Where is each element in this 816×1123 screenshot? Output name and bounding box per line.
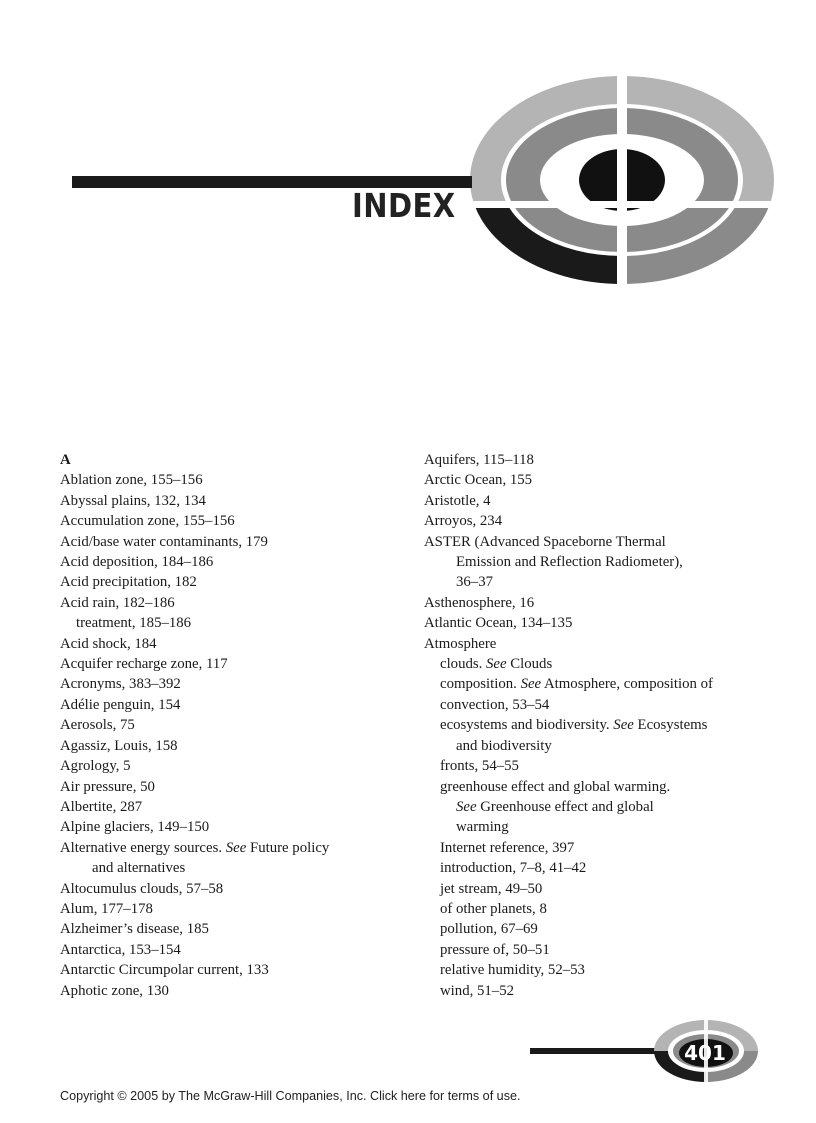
header-graphic [0,0,816,310]
entry-text: Altocumulus clouds, 57–58 [60,880,224,897]
entry-text: of other planets, 8 [440,900,547,917]
entry-text: clouds. [440,656,487,673]
index-letter-heading [60,450,400,470]
entry-text: Agassiz, Louis, 158 [60,737,178,754]
see-target: Future policy [246,839,330,856]
index-entry [60,491,400,511]
entry-text: pollution, 67–69 [440,921,538,938]
see-reference: See [520,676,542,693]
index-entry [424,674,784,694]
entry-text: and alternatives [92,860,186,877]
index-entry [424,634,784,654]
index-entry [60,797,400,817]
index-column-right [424,450,784,1001]
index-column-left [60,450,400,1001]
index-entry [60,858,400,878]
index-entry [424,756,784,776]
entry-text: Antarctic Circumpolar current, 133 [60,962,269,979]
entry-text: Alum, 177–178 [60,900,153,917]
index-entry [60,960,400,980]
entry-text: Arctic Ocean, 155 [424,472,533,489]
see-reference: See [225,839,247,856]
index-entry [60,654,400,674]
index-entry [424,797,784,817]
entry-text: Internet reference, 397 [440,839,575,856]
index-entry [60,470,400,490]
index-entry [60,838,400,858]
index-entry [424,715,784,735]
see-target: Greenhouse effect and global [476,798,654,815]
entry-text: Acid/base water contaminants, 179 [60,533,268,550]
entry-text: Acid precipitation, 182 [60,574,197,591]
index-entry [424,470,784,490]
entry-text: Albertite, 287 [60,798,143,815]
entry-text: Aquifers, 115–118 [424,452,534,468]
index-entry [424,736,784,756]
index-entry [424,940,784,960]
index-entry [60,919,400,939]
see-reference: See [613,717,634,734]
see-reference: See [486,656,507,673]
see-target: Ecosystems [633,717,708,734]
entry-text: Acronyms, 383–392 [60,676,181,693]
index-entry [424,777,784,797]
entry-text: Acid deposition, 184–186 [60,554,214,571]
entry-text: and biodiversity [456,737,552,754]
entry-text: Adélie penguin, 154 [60,696,181,713]
entry-text: Abyssal plains, 132, 134 [60,492,206,509]
index-entry [60,572,400,592]
index-entry [424,593,784,613]
entry-text: fronts, 54–55 [440,758,519,775]
index-entry [424,491,784,511]
entry-text: Emission and Reflection Radiometer), [456,554,683,571]
index-entry [424,858,784,878]
entry-text: Alpine glaciers, 149–150 [60,819,210,836]
page-number: 401 [684,1041,726,1065]
index-entry [60,532,400,552]
index-entry [424,838,784,858]
entry-text: Aerosols, 75 [60,717,135,734]
index-entry [424,552,784,572]
index-entry [60,613,400,633]
entry-text: greenhouse effect and global warming. [440,778,671,795]
index-entry [424,450,784,470]
index-entry [424,817,784,837]
index-entry [424,654,784,674]
index-entry [60,634,400,654]
index-entry [60,736,400,756]
entry-text: Alzheimer’s disease, 185 [60,921,209,938]
entry-text: Accumulation zone, 155–156 [60,513,235,530]
entry-text: relative humidity, 52–53 [440,962,585,979]
index-entry [424,613,784,633]
entry-text: Acid shock, 184 [60,635,157,652]
entry-text: warming [456,819,509,836]
index-entry [60,981,400,1001]
entry-text: composition. [440,676,521,693]
entry-text: jet stream, 49–50 [440,880,543,897]
entry-text: convection, 53–54 [440,696,550,713]
entry-text: Atlantic Ocean, 134–135 [424,615,573,632]
entry-text: Air pressure, 50 [60,778,155,795]
entry-text: Acquifer recharge zone, 117 [60,656,228,673]
index-entry [424,572,784,592]
index-entry [60,899,400,919]
page-title: INDEX [352,186,456,225]
entry-text: Aphotic zone, 130 [60,982,169,999]
entry-text: Alternative energy sources. [60,839,226,856]
copyright-notice[interactable]: Copyright © 2005 by The McGraw-Hill Companies, Inc. Click here for terms of use. [60,1089,521,1103]
entry-text: Atmosphere [424,635,497,652]
entry-text: ecosystems and biodiversity. [440,717,614,734]
entry-text: Asthenosphere, 16 [424,594,535,611]
see-reference: See [456,798,477,815]
entry-text: 36–37 [456,574,493,591]
index-entry [424,511,784,531]
index-entry [60,552,400,572]
index-entry [60,674,400,694]
entry-text: treatment, 185–186 [76,615,192,632]
entry-text: A [60,452,71,468]
index-entry [60,695,400,715]
entry-text: wind, 51–52 [440,982,514,999]
entry-text: introduction, 7–8, 41–42 [440,860,587,877]
index-entry [424,981,784,1001]
index-entry [424,532,784,552]
entry-text: Acid rain, 182–186 [60,594,175,611]
see-target: Atmosphere, composition of [541,676,713,693]
index-entry [60,756,400,776]
index-entry [60,511,400,531]
index-entry [424,879,784,899]
entry-text: ASTER (Advanced Spaceborne Thermal [424,533,666,550]
see-target: Clouds [506,656,553,673]
index-entry [60,817,400,837]
index-entry [424,960,784,980]
entry-text: Arroyos, 234 [424,513,503,530]
index-entry [60,715,400,735]
index-entry [60,940,400,960]
index-entry [60,879,400,899]
index-entry [424,695,784,715]
index-entry [60,593,400,613]
entry-text: Agrology, 5 [60,758,131,775]
index-entry [424,919,784,939]
index-entry [424,899,784,919]
entry-text: pressure of, 50–51 [440,941,550,958]
entry-text: Antarctica, 153–154 [60,941,181,958]
entry-text: Ablation zone, 155–156 [60,472,203,489]
entry-text: Aristotle, 4 [424,492,491,509]
index-entry [60,777,400,797]
